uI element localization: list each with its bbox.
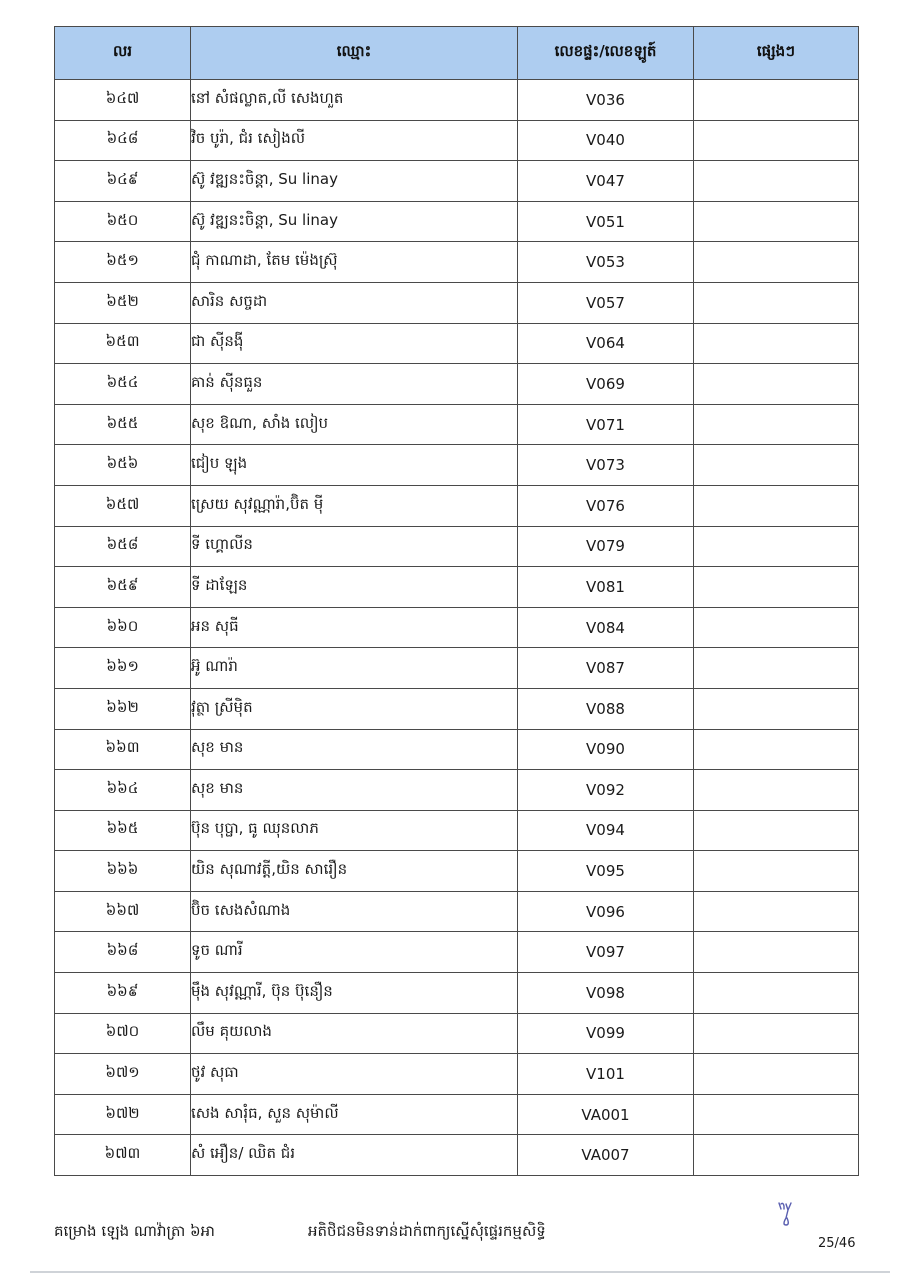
row-house-lot-number: V053 <box>518 242 694 283</box>
row-house-lot-number: V098 <box>518 973 694 1014</box>
table-row <box>55 1135 859 1176</box>
row-number: ៦៥៦ <box>55 445 191 486</box>
row-number: ៦៦១ <box>55 648 191 689</box>
row-name: ម៉ឹង សុវណ្ណារី, ប៊ុន ប៊ុនឿន <box>191 973 518 1014</box>
row-number: ៦៦៣ <box>55 729 191 770</box>
table-row <box>55 891 859 932</box>
row-name: ស្រេយ សុវណ្ណារ៉ា,ប៊ិត ម៉ី <box>191 485 518 526</box>
row-house-lot-number: VA007 <box>518 1135 694 1176</box>
row-number: ៦៦៧ <box>55 891 191 932</box>
row-house-lot-number: V040 <box>518 120 694 161</box>
row-other <box>694 1094 859 1135</box>
row-house-lot-number: V057 <box>518 282 694 323</box>
row-number: ៦៥៤ <box>55 364 191 405</box>
table-row <box>55 364 859 405</box>
row-number: ៦៥៣ <box>55 323 191 364</box>
row-house-lot-number: V081 <box>518 567 694 608</box>
row-number: ៦៦៩ <box>55 973 191 1014</box>
row-name: ជៀប ឡុង <box>191 445 518 486</box>
row-name: សេង សារុំធ, សួន សុម៉ាលី <box>191 1094 518 1135</box>
row-house-lot-number: V079 <box>518 526 694 567</box>
row-name: សុខ ឱណា, សាំង លៀប <box>191 404 518 445</box>
table-row <box>55 526 859 567</box>
row-other <box>694 973 859 1014</box>
row-number: ៦៥៩ <box>55 567 191 608</box>
table-row <box>55 404 859 445</box>
row-other <box>694 485 859 526</box>
row-house-lot-number: V071 <box>518 404 694 445</box>
row-number: ៦៦៨ <box>55 932 191 973</box>
row-name: សំ អឿន/ ឈិត ជំរ <box>191 1135 518 1176</box>
table-row <box>55 1094 859 1135</box>
row-other <box>694 851 859 892</box>
row-other <box>694 1135 859 1176</box>
row-name: សុខ មាន <box>191 729 518 770</box>
table-row <box>55 242 859 283</box>
table-row <box>55 688 859 729</box>
row-house-lot-number: V076 <box>518 485 694 526</box>
table-row <box>55 851 859 892</box>
row-house-lot-number: V095 <box>518 851 694 892</box>
page-number: 25/46 <box>818 1236 856 1251</box>
row-other <box>694 648 859 689</box>
row-house-lot-number: V090 <box>518 729 694 770</box>
row-name: ប៊ុន បុប្ផា, ធូ ឈុនលាភ <box>191 810 518 851</box>
row-other <box>694 242 859 283</box>
row-other <box>694 161 859 202</box>
table-row <box>55 810 859 851</box>
row-name: ទី ដាឡែន <box>191 567 518 608</box>
row-number: ៦៦៥ <box>55 810 191 851</box>
table-row <box>55 201 859 242</box>
row-number: ៦៦០ <box>55 607 191 648</box>
row-other <box>694 282 859 323</box>
row-name: នៅ សំផល្លាត,លី សេងហួត <box>191 80 518 121</box>
row-other <box>694 729 859 770</box>
row-number: ៦៥២ <box>55 282 191 323</box>
row-number: ៦៥៧ <box>55 485 191 526</box>
row-house-lot-number: V064 <box>518 323 694 364</box>
row-house-lot-number: V084 <box>518 607 694 648</box>
table-row <box>55 80 859 121</box>
row-other <box>694 932 859 973</box>
row-number: ៦៧០ <box>55 1013 191 1054</box>
table-row <box>55 445 859 486</box>
row-number: ៦៥០ <box>55 201 191 242</box>
row-name: គាន់ ស៊ីនធួន <box>191 364 518 405</box>
table-row <box>55 567 859 608</box>
header-other: ផ្សេងៗ <box>694 27 859 80</box>
row-other <box>694 201 859 242</box>
row-other <box>694 567 859 608</box>
row-house-lot-number: V096 <box>518 891 694 932</box>
table-header-row <box>55 27 859 80</box>
header-house-lot-number: លេខផ្ទះ/លេខឡូត៍ <box>518 27 694 80</box>
row-number: ៦៥១ <box>55 242 191 283</box>
table-body <box>55 80 859 1176</box>
row-name: លឹម គុយលាង <box>191 1013 518 1054</box>
table-row <box>55 485 859 526</box>
header-name: ឈ្មោះ <box>191 27 518 80</box>
row-name: សុខ មាន <box>191 770 518 811</box>
row-name: ប៊ិច សេងសំណាង <box>191 891 518 932</box>
row-name: សារិន សច្ចដា <box>191 282 518 323</box>
row-other <box>694 688 859 729</box>
row-house-lot-number: VA001 <box>518 1094 694 1135</box>
row-name: ទូច ណារី <box>191 932 518 973</box>
row-number: ៦៦៤ <box>55 770 191 811</box>
row-name: ជា ស៊ីនង៉ី <box>191 323 518 364</box>
row-other <box>694 445 859 486</box>
row-name: ជុំ កាណាដា, តែម ម៉េងស្រ៊ុ <box>191 242 518 283</box>
row-number: ៦៧២ <box>55 1094 191 1135</box>
row-house-lot-number: V069 <box>518 364 694 405</box>
row-name: ស៊ូ វឌ្ឍនះចិន្តា, Su linay <box>191 161 518 202</box>
row-name: យិន សុណាវត្តី,យិន សារឿន <box>191 851 518 892</box>
row-house-lot-number: V088 <box>518 688 694 729</box>
row-house-lot-number: V101 <box>518 1054 694 1095</box>
row-name: វុត្ថា ស្រីម៉ិត <box>191 688 518 729</box>
row-name: អន សុធី <box>191 607 518 648</box>
row-name: ស៊ូ វឌ្ឍនះចិន្តា, Su linay <box>191 201 518 242</box>
table-row <box>55 323 859 364</box>
row-number: ៦៧១ <box>55 1054 191 1095</box>
row-other <box>694 323 859 364</box>
footer-caption: អតិថិជនមិនទាន់ដាក់ពាក្យស្នើសុំផ្ទេរកម្មសិទ្ធិ <box>308 1222 546 1240</box>
customer-table <box>54 26 859 1176</box>
row-other <box>694 80 859 121</box>
table-row <box>55 932 859 973</box>
table-row <box>55 1013 859 1054</box>
table-row <box>55 973 859 1014</box>
row-house-lot-number: V047 <box>518 161 694 202</box>
row-house-lot-number: V097 <box>518 932 694 973</box>
row-house-lot-number: V094 <box>518 810 694 851</box>
table-row <box>55 161 859 202</box>
row-other <box>694 1013 859 1054</box>
row-other <box>694 770 859 811</box>
row-number: ៦៥៨ <box>55 526 191 567</box>
row-name: ថូវ សុធា <box>191 1054 518 1095</box>
row-house-lot-number: V092 <box>518 770 694 811</box>
row-house-lot-number: V036 <box>518 80 694 121</box>
row-name: អ៊ូ ណារ៉ា <box>191 648 518 689</box>
row-other <box>694 891 859 932</box>
table-row <box>55 770 859 811</box>
row-number: ៦៥៥ <box>55 404 191 445</box>
row-number: ៦៧៣ <box>55 1135 191 1176</box>
row-name: ទី ហ្គោលីន <box>191 526 518 567</box>
row-house-lot-number: V051 <box>518 201 694 242</box>
row-other <box>694 120 859 161</box>
row-other <box>694 404 859 445</box>
row-number: ៦៤៧ <box>55 80 191 121</box>
row-name: វិច បូរ៉ា, ជំរ សៀងលី <box>191 120 518 161</box>
footer-project-name: គម្រោង ឡេង ណាវ៉ាត្រា ៦អា <box>54 1222 215 1240</box>
row-house-lot-number: V073 <box>518 445 694 486</box>
table-row <box>55 729 859 770</box>
row-other <box>694 607 859 648</box>
table-row <box>55 607 859 648</box>
row-number: ៦៦២ <box>55 688 191 729</box>
handwritten-initials <box>776 1200 796 1228</box>
table-row <box>55 648 859 689</box>
row-other <box>694 364 859 405</box>
table-row <box>55 1054 859 1095</box>
row-number: ៦៤៩ <box>55 161 191 202</box>
row-number: ៦៤៨ <box>55 120 191 161</box>
row-number: ៦៦៦ <box>55 851 191 892</box>
table-row <box>55 120 859 161</box>
row-house-lot-number: V087 <box>518 648 694 689</box>
header-number: លរ <box>55 27 191 80</box>
row-other <box>694 810 859 851</box>
table-row <box>55 282 859 323</box>
scan-edge-line <box>30 1271 890 1273</box>
row-other <box>694 526 859 567</box>
row-other <box>694 1054 859 1095</box>
row-house-lot-number: V099 <box>518 1013 694 1054</box>
